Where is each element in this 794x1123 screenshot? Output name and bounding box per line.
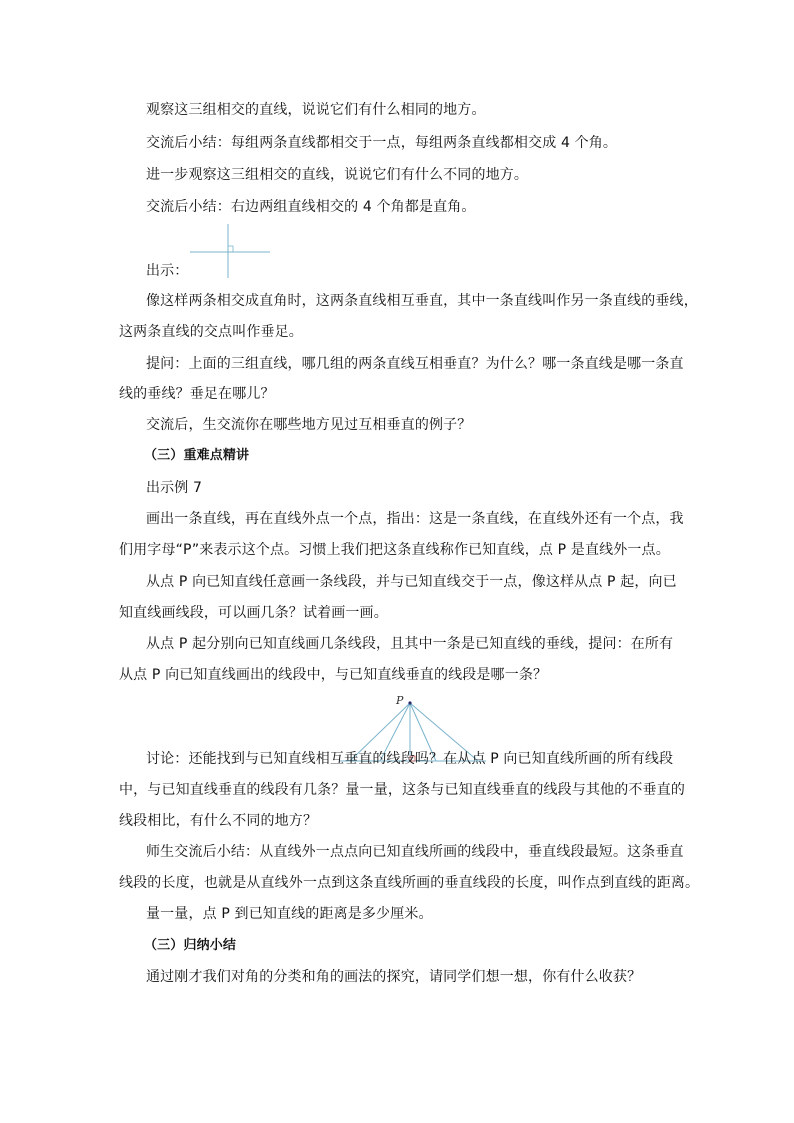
paragraph-show: 出示： bbox=[146, 263, 189, 279]
paragraph-draw-line-1: 画出一条直线，再在直线外点一个点，指出：这是一条直线，在直线外还有一个点，我 bbox=[146, 511, 684, 527]
paragraph-question-p-2: 从点 P 向已知直线画出的线段中，与已知直线垂直的线段是哪一条？ bbox=[119, 667, 548, 683]
paragraph-example-7: 出示例 7 bbox=[146, 480, 203, 496]
paragraph-draw-line-2: 们用字母“P”来表示这个点。习惯上我们把这条直线称作已知直线，点 P 是直线外一点。 bbox=[119, 542, 670, 558]
paragraph-discussion-2: 中，与已知直线垂直的线段有几条？量一量，这条与已知直线垂直的线段与其他的不垂直的 bbox=[119, 782, 685, 798]
paragraph-definition-2: 这两条直线的交点叫作垂足。 bbox=[119, 324, 303, 340]
point-p-label: P bbox=[396, 694, 404, 707]
paragraph-conclusion-1: 师生交流后小结：从直线外一点点向已知直线所画的线段中，垂直线段最短。这条垂直 bbox=[146, 844, 684, 860]
section-heading-summary: （三）归纳小结 bbox=[144, 938, 237, 953]
paragraph-exchange: 交流后，生交流你在哪些地方见过互相垂直的例子？ bbox=[146, 417, 472, 433]
paragraph-discussion-3: 线段相比，有什么不同的地方？ bbox=[119, 813, 318, 829]
paragraph-conclusion-2: 线段的长度，也就是从直线外一点到这条直线所画的垂直线段的长度，叫作点到直线的距离。 bbox=[119, 875, 700, 891]
paragraph-summary-same: 交流后小结：每组两条直线都相交于一点，每组两条直线都相交成 4 个角。 bbox=[146, 135, 618, 151]
paragraph-observe-same: 观察这三组相交的直线，说说它们有什么相同的地方。 bbox=[146, 102, 486, 118]
paragraph-question-1: 提问：上面的三组直线，哪几组的两条直线互相垂直？为什么？哪一条直线是哪一条直 bbox=[146, 356, 684, 372]
paragraph-summary-different: 交流后小结：右边两组直线相交的 4 个角都是直角。 bbox=[146, 199, 476, 215]
paragraph-segment-2: 知直线画线段，可以画几条？试着画一画。 bbox=[119, 605, 388, 621]
paragraph-definition-1: 像这样两条相交成直角时，这两条直线相互垂直，其中一条直线叫作另一条直线的垂线， bbox=[146, 293, 698, 309]
paragraph-question-2: 线的垂线？垂足在哪儿？ bbox=[119, 386, 275, 402]
paragraph-discussion-1: 讨论：还能找到与已知直线相互垂直的线段吗？在从点 P 向已知直线所画的所有线段 bbox=[146, 751, 674, 767]
paragraph-question-p-1: 从点 P 起分别向已知直线画几条线段，且其中一条是已知直线的垂线，提问：在所有 bbox=[146, 636, 674, 652]
paragraph-measure: 量一量，点 P 到已知直线的距离是多少厘米。 bbox=[146, 906, 433, 922]
paragraph-reflection: 通过刚才我们对角的分类和角的画法的探究，请同学们想一想，你有什么收获？ bbox=[146, 969, 642, 985]
section-heading-key-points: （三）重难点精讲 bbox=[144, 448, 250, 463]
paragraph-segment-1: 从点 P 向已知直线任意画一条线段，并与已知直线交于一点，像这样从点 P 起，向已 bbox=[146, 574, 677, 590]
right-angle-mark bbox=[228, 246, 233, 252]
paragraph-observe-different: 进一步观察这三组相交的直线，说说它们有什么不同的地方。 bbox=[146, 167, 529, 183]
point-p bbox=[408, 701, 411, 704]
